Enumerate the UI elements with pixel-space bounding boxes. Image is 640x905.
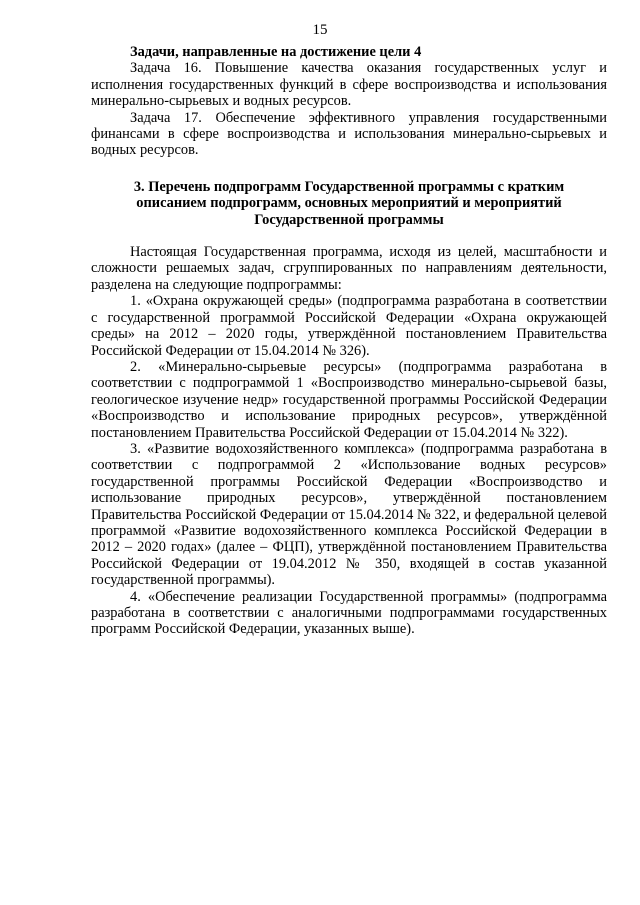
section-heading: 3. Перечень подпрограмм Государственной программы с кратким описанием подпрограмм, основных мероприятий и мероприятий Государственной программы	[133, 178, 565, 228]
page-number: 15	[312, 22, 328, 38]
subprogram-item: 4. «Обеспечение реализации Государственной программы» (подпрограмма разработана в соответствии с аналогичными подпрограммами государственных программ Российской Федерации, указанных выше).	[91, 588, 607, 638]
task-paragraph: Задача 17. Обеспечение эффективного управления государственными финансами в сфере воспроизводства и использования минерально-сырьевых и водных ресурсов.	[91, 109, 607, 159]
subprogram-item: 2. «Минерально-сырьевые ресурсы» (подпрограмма разработана в соответствии с подпрограммой 1 «Воспроизводство минерально-сырьевой базы, геологическое изучение недр» государственной программы Российской Федерации «Воспроизводство и использование природных ресурсов», утверждённой постановлением Правительства Российской Федерации от 15.04.2014 № 322).	[91, 358, 607, 441]
document-body	[91, 44, 607, 638]
section-intro: Настоящая Государственная программа, исходя из целей, масштабности и сложности решаемых задач, сгруппированных по направлениям деятельности, разделена на следующие подпрограммы:	[91, 244, 607, 293]
subprogram-item: 3. «Развитие водохозяйственного комплекса» (подпрограмма разработана в соответствии с подпрограммой 2 «Использование водных ресурсов» государственной программы Российской Федерации «Воспроизводство и использование природных ресурсов», утверждённой постановлением Правительства Российской Федерации от 15.04.2014 № 322, и федеральной целевой программой «Развитие водохозяйственного комплекса Российской Федерации в 2012 – 2020 годах» (далее – ФЦП), утверждённой постановлением Правительства Российской Федерации от 19.04.2012 № 350, входящей в состав указанной государственной программы).	[91, 440, 607, 589]
tasks-heading: Задачи, направленные на достижение цели 4	[130, 44, 422, 60]
subprogram-item: 1. «Охрана окружающей среды» (подпрограмма разработана в соответствии с государственной программой Российской Федерации «Охрана окружающей среды» на 2012 – 2020 годы, утверждённой постановлением Правительства Российской Федерации от 15.04.2014 № 326).	[91, 293, 607, 359]
task-paragraph: Задача 16. Повышение качества оказания государственных услуг и исполнения государственных функций в сфере воспроизводства и использования минерально-сырьевых и водных ресурсов.	[91, 60, 607, 110]
